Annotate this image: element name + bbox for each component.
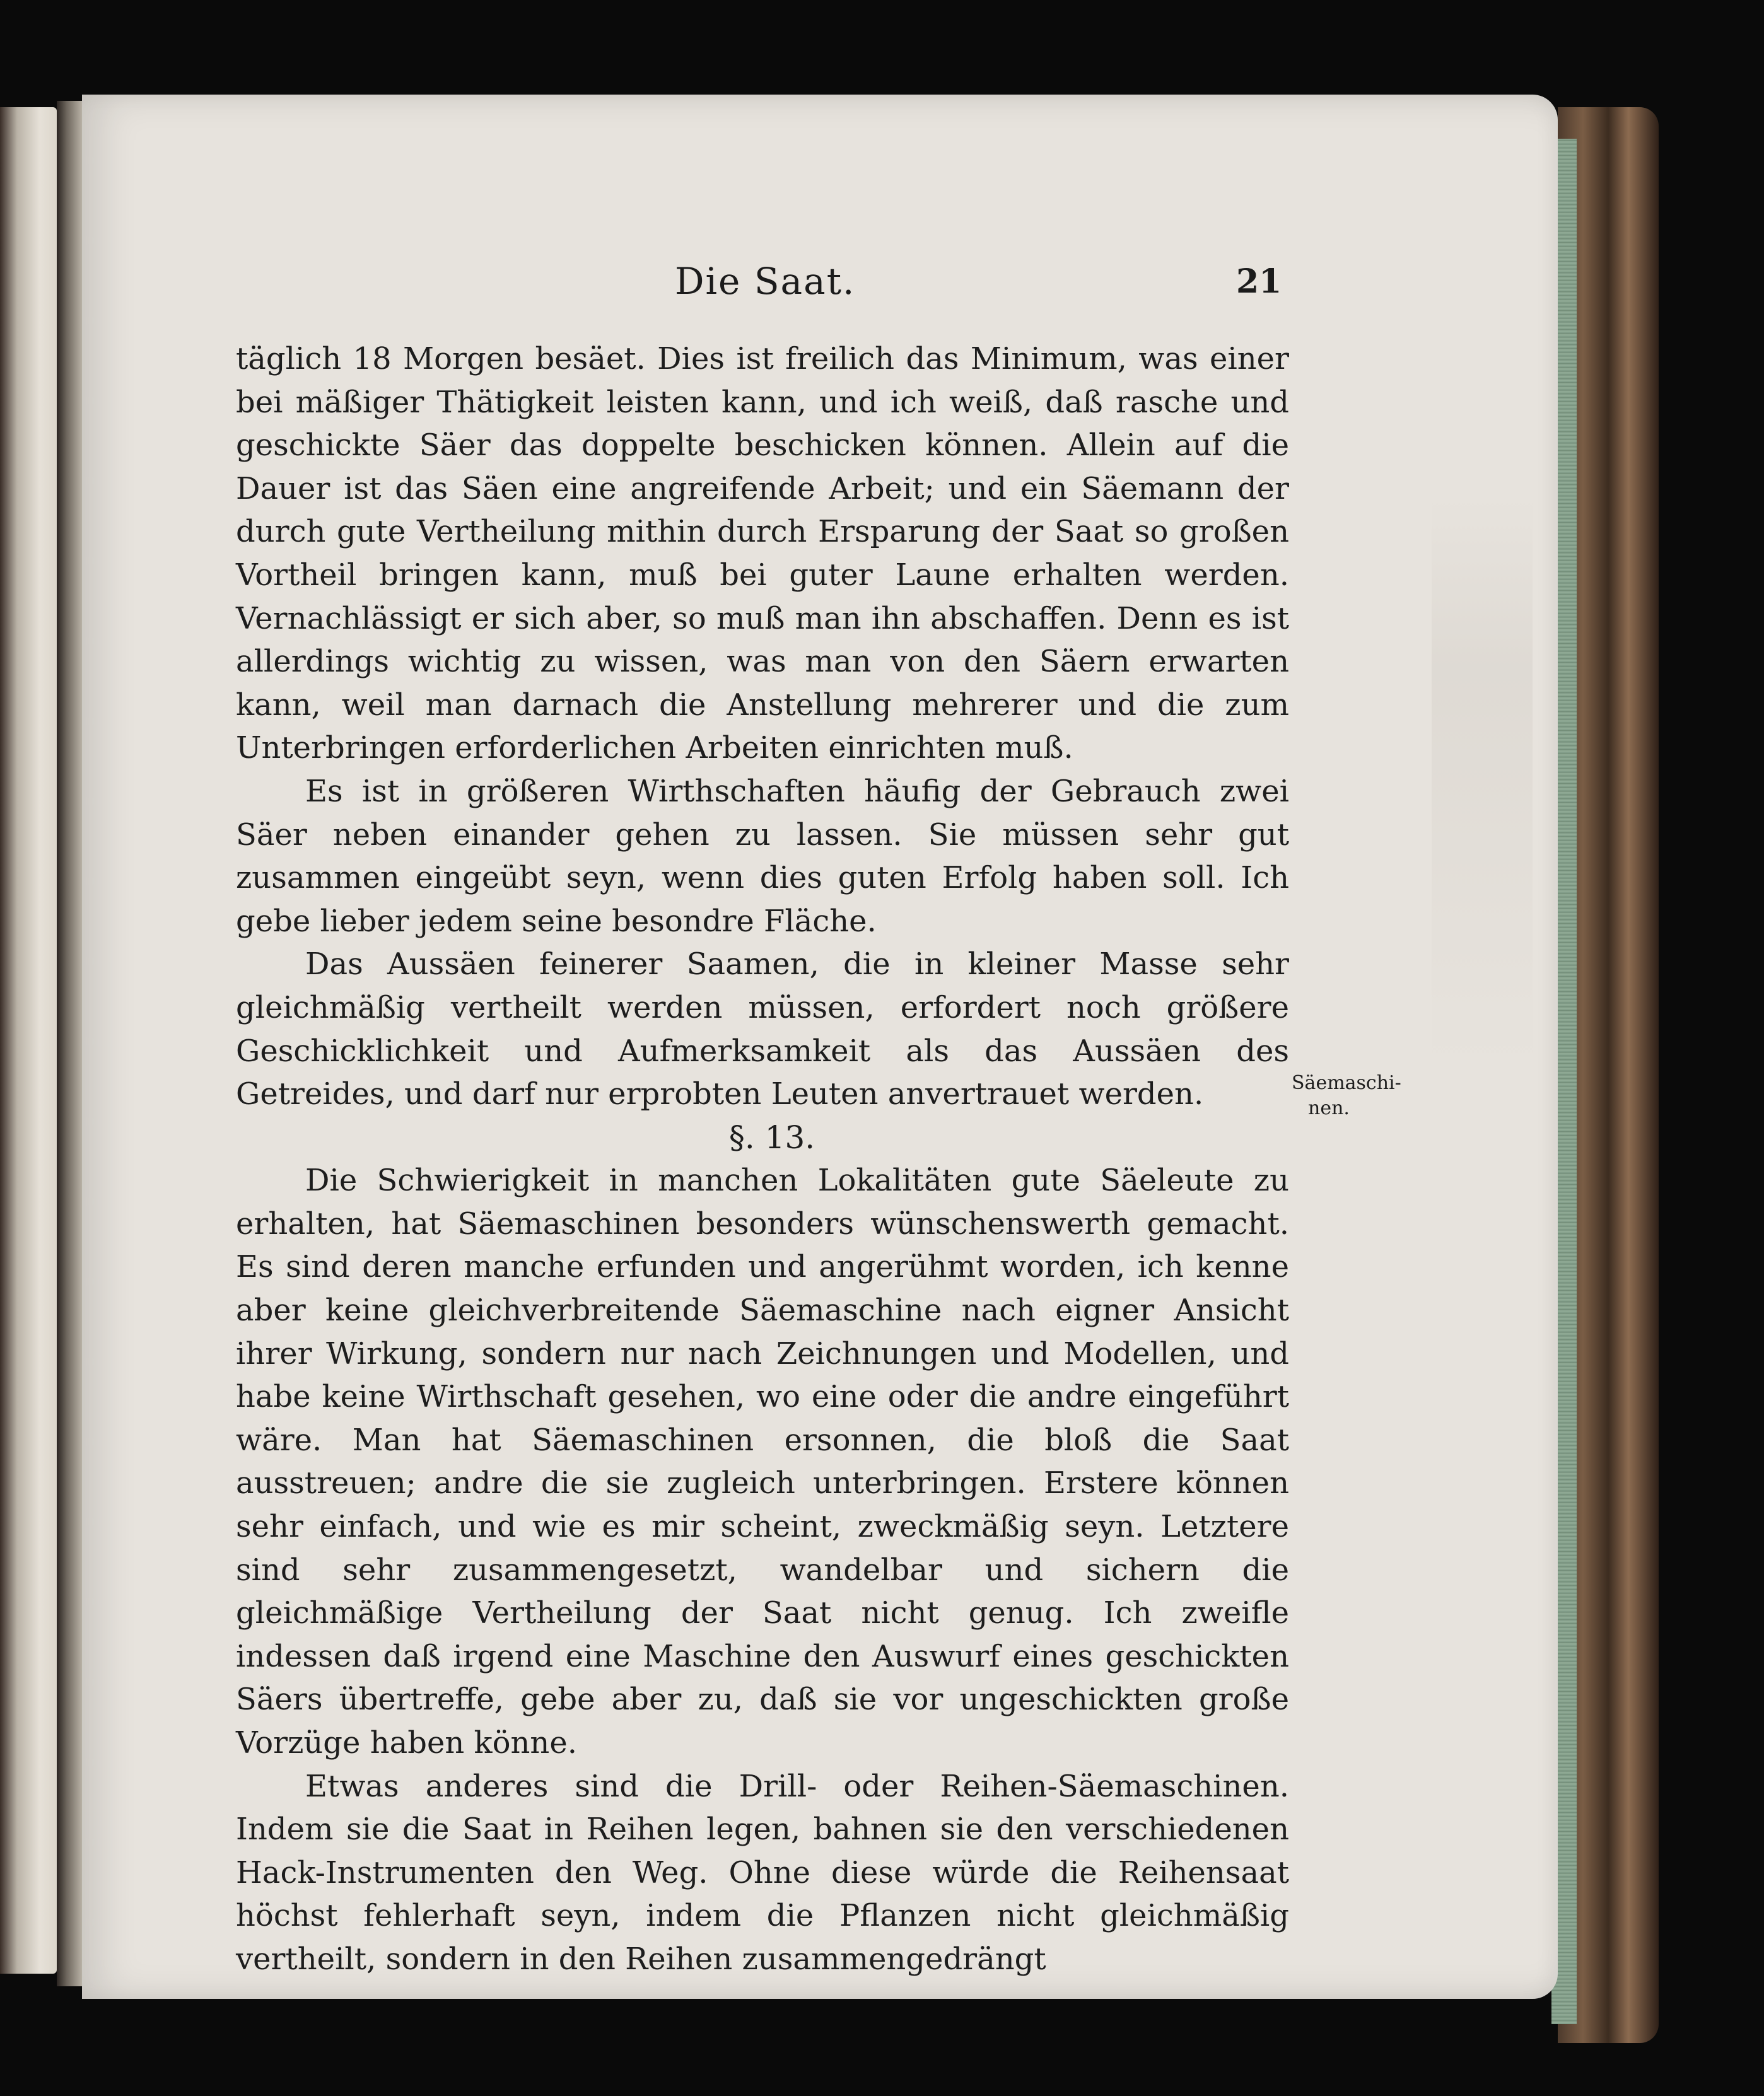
- margin-note: [1292, 1071, 1411, 1121]
- page-number: 21: [1236, 262, 1282, 301]
- book-gutter: [57, 101, 82, 1986]
- paragraph: Etwas anderes sind die Drill- oder Reihen-Säemaschinen. Indem sie die Saat in Reihen legen, bahnen sie den verschiedenen Hack-Instrumenten den Weg. Ohne diese würde die Reihensaat höchst fehlerhaft seyn, indem die Pflanzen nicht gleichmäßig vertheilt, sondern in den Reihen zusammengedrängt: [236, 1768, 1289, 1977]
- running-title: Die Saat.: [675, 260, 856, 303]
- running-head: [0, 260, 1764, 310]
- section-heading: §. 13.: [728, 1119, 815, 1156]
- body-text: [236, 337, 1289, 1981]
- paragraph: täglich 18 Morgen besäet. Dies ist freilich das Minimum, was einer bei mäßiger Thätigkeit leisten kann, und ich weiß, daß rasche und geschickte Säer das doppelte beschicken können. Allein auf die Dauer ist das Säen eine angreifende Arbeit; und ein Säemann der durch gute Vertheilung mithin durch Ersparung der Saat so großen Vortheil bringen kann, muß bei guter Laune erhalten werden. Vernachlässigt er sich aber, so muß man ihn abschaffen. Denn es ist allerdings wichtig zu wissen, was man von den Säern erwarten kann, weil man darnach die Anstellung mehrerer und die zum Unterbringen erforderlichen Arbeiten einrichten muß.: [236, 341, 1289, 766]
- bleed-through-shadow: [1432, 498, 1533, 1066]
- margin-note-line: Säemaschi-: [1292, 1072, 1401, 1094]
- previous-page-edge: [0, 107, 57, 1974]
- margin-note-line: nen.: [1308, 1097, 1350, 1119]
- paragraph: Die Schwierigkeit in manchen Lokalitäten gute Säeleute zu erhalten, hat Säemaschinen besonders wünschenswerth gemacht. Es sind deren manche erfunden und angerühmt worden, ich kenne aber keine gleichverbreitende Säemaschine nach eigner Ansicht ihrer Wirkung, sondern nur nach Zeichnungen und Modellen, und habe keine Wirthschaft gesehen, wo eine oder die andre eingeführt wäre. Man hat Säemaschinen ersonnen, die bloß die Saat ausstreuen; andre die sie zugleich unterbringen. Erstere können sehr einfach, und wie es mir scheint, zweckmäßig seyn. Letztere sind sehr zusammengesetzt, wandelbar und sichern die gleichmäßige Vertheilung der Saat nicht genug. Ich zweifle indessen daß irgend eine Maschine den Auswurf eines geschickten Säers übertreffe, gebe aber zu, daß sie vor ungeschickten große Vorzüge haben könne.: [236, 1163, 1289, 1761]
- paragraph: Es ist in größeren Wirthschaften häufig der Gebrauch zwei Säer neben einander gehen zu lassen. Sie müssen sehr gut zusammen eingeübt seyn, wenn dies guten Erfolg haben soll. Ich gebe lieber jedem seine besondre Fläche.: [236, 773, 1289, 939]
- paragraph: Das Aussäen feinerer Saamen, die in kleiner Masse sehr gleichmäßig vertheilt werden müssen, erfordert noch größere Geschicklichkeit und Aufmerksamkeit als das Aussäen des Getreides, und darf nur erprobten Leuten anvertrauet werden.: [236, 946, 1289, 1112]
